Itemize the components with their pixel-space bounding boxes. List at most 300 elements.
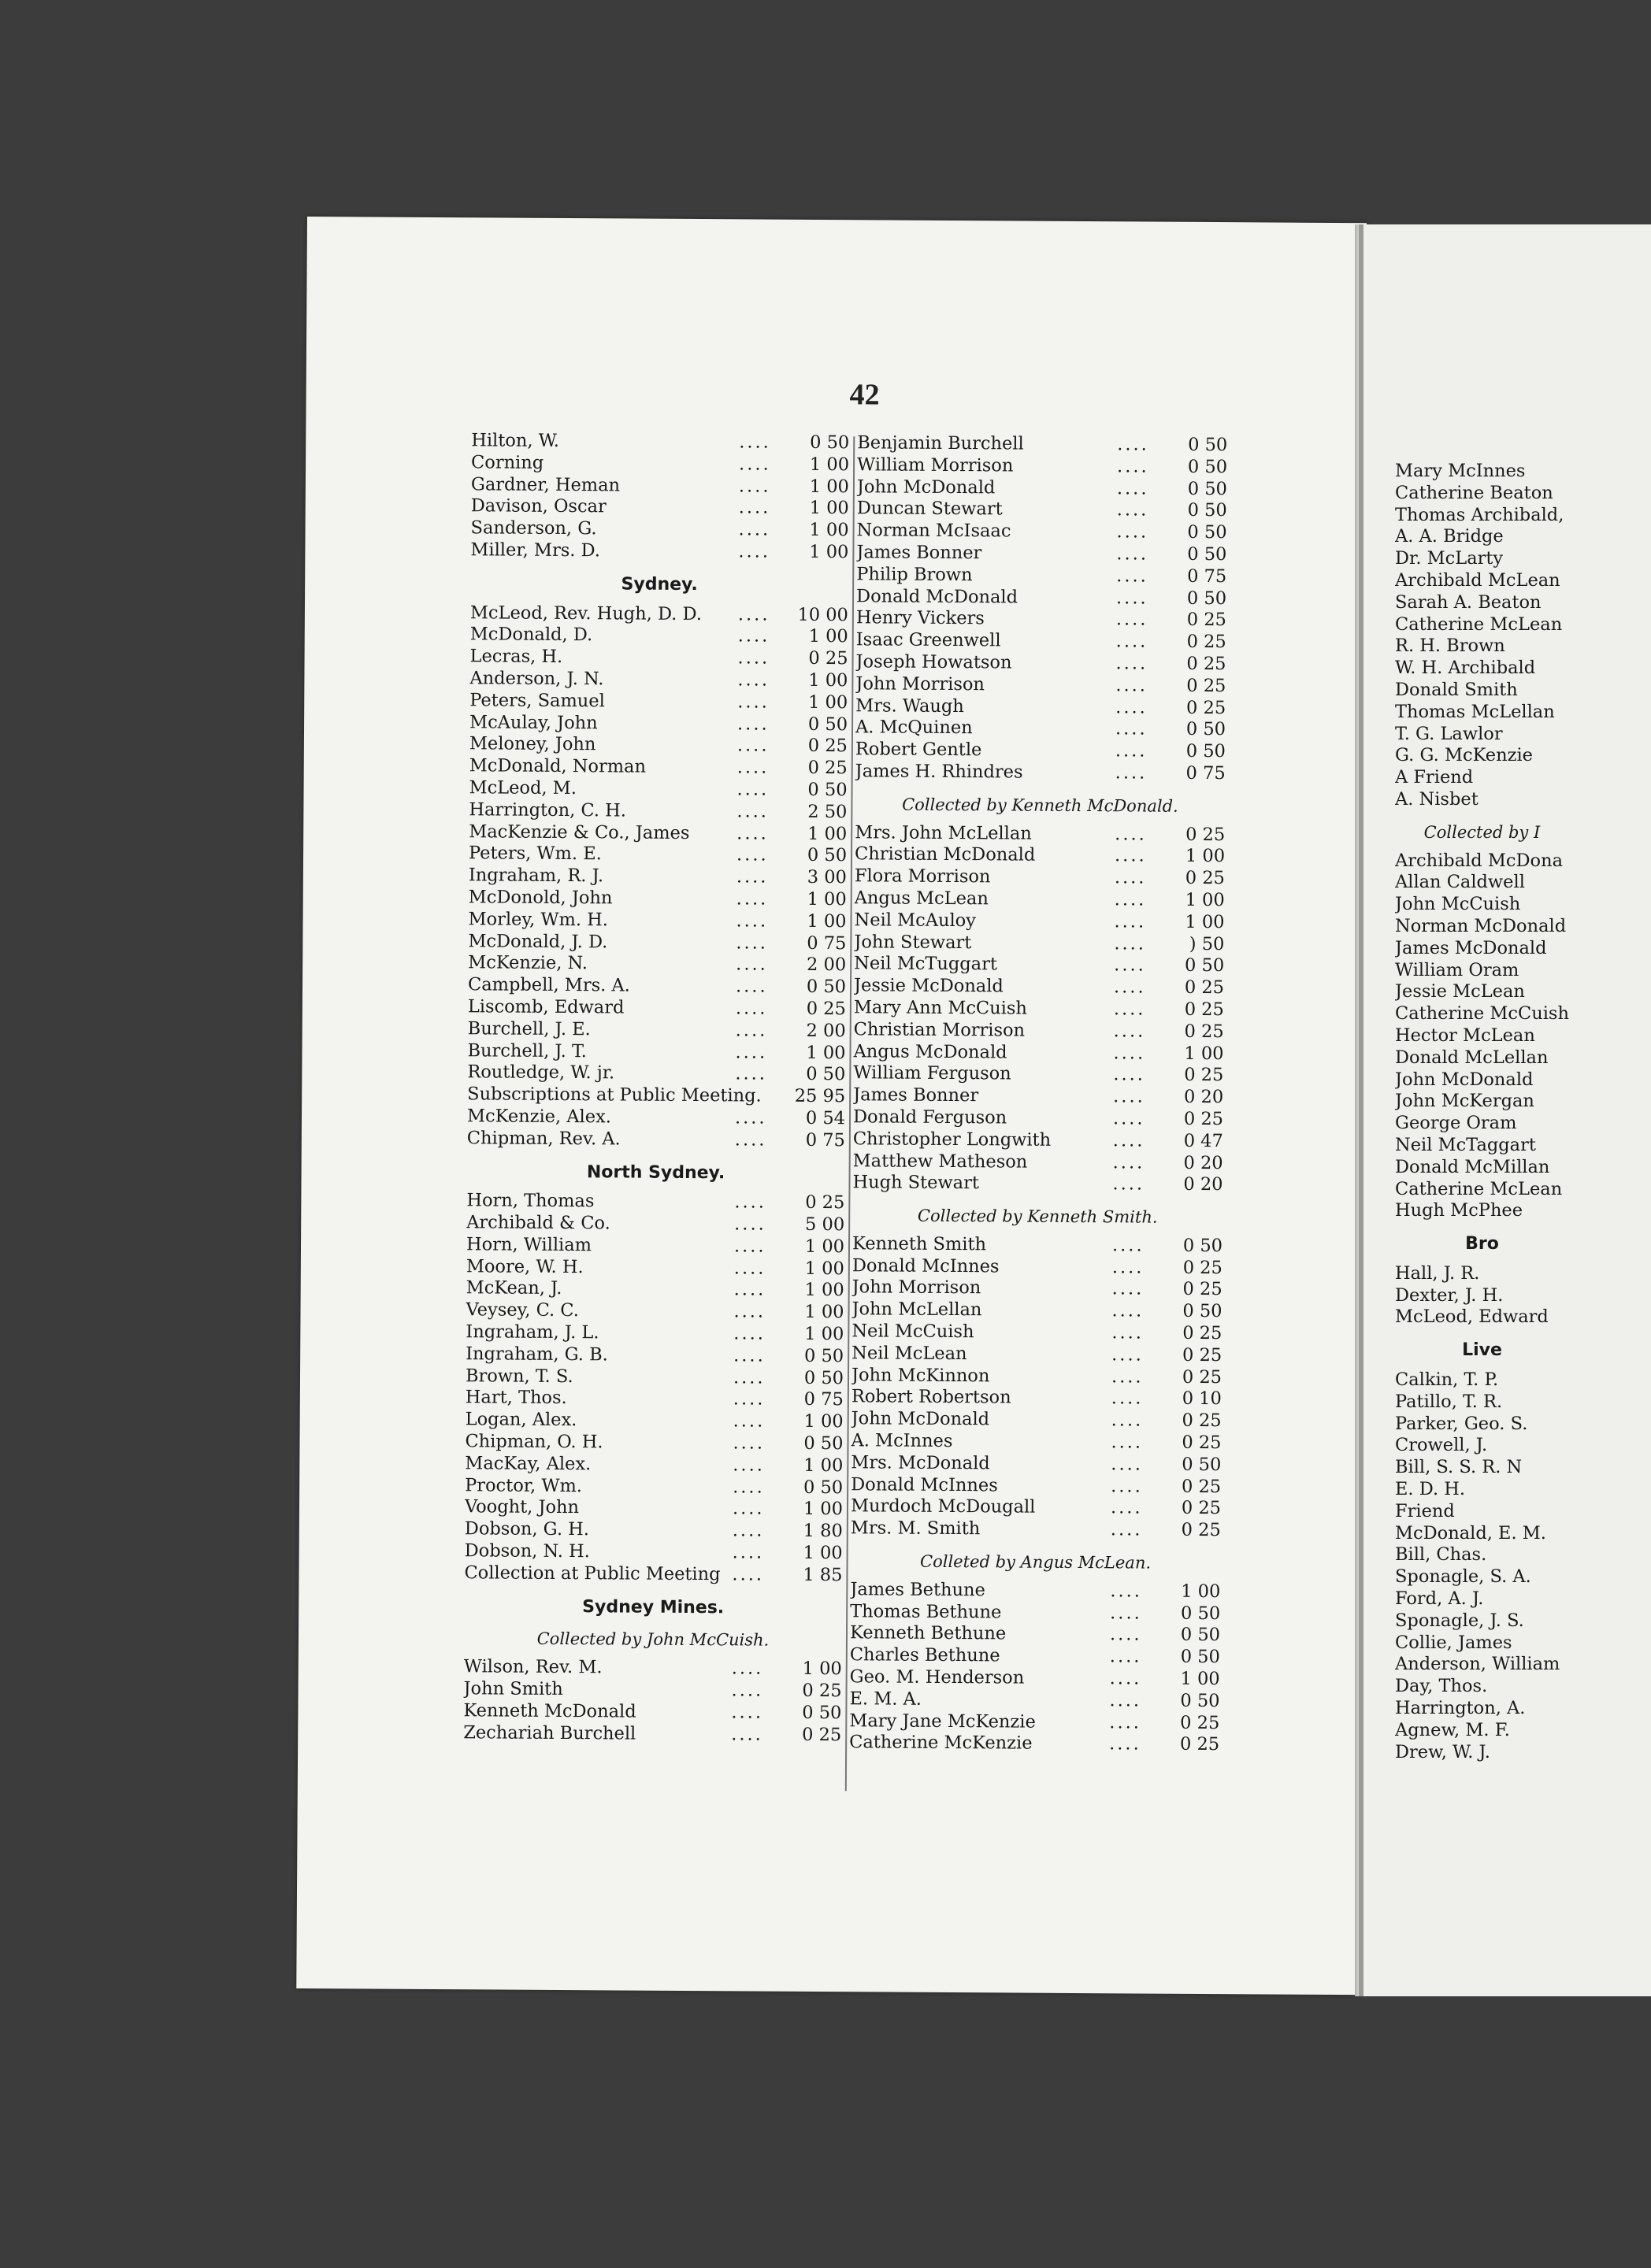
leader-dots: .... [734,1129,767,1151]
subscriber-row [857,454,1227,479]
subscriber-name: Robert Gentle [855,739,982,761]
subscription-amount: 1 00 [809,498,849,519]
leader-dots: .... [1115,762,1148,784]
leader-dots: .... [1114,932,1147,954]
subscription-amount: 0 25 [1186,675,1226,696]
leader-dots: .... [736,954,768,975]
subscriber-name: Lecras, H. [469,646,563,668]
subscriber-name: James McDonald [1395,937,1547,958]
leader-dots: .... [1110,1581,1143,1602]
subscription-amount: 1 00 [1180,1668,1220,1690]
subscription-amount: 0 50 [803,1432,844,1455]
subscriber-name: Sanderson, G. [470,517,597,539]
subscriber-name: James Bethune [850,1579,985,1601]
subscription-amount: 1 00 [804,1280,844,1301]
leader-dots: .... [733,1410,766,1432]
subscription-amount: 1 00 [808,691,848,713]
subscription-amount: 0 50 [1187,522,1227,543]
subscription-amount: 1 00 [803,1455,844,1477]
subscriber-name: John McDonald [856,476,996,498]
leader-dots: .... [1115,609,1148,630]
subscriber-row [1395,1720,1569,1742]
subscription-amount: 0 10 [1182,1388,1222,1410]
subscriber-name: John Morrison [851,1277,981,1299]
subscriber-row [1395,1523,1569,1545]
leader-dots: .... [1111,1256,1145,1278]
subscriber-name: Hart, Thos. [465,1387,567,1409]
subscriber-row [466,1191,844,1215]
subscription-amount: 0 75 [807,932,847,954]
subscriber-name: McDonald, D. [469,624,593,646]
subscriber-row [468,953,846,977]
subscription-amount: 5 00 [805,1214,845,1236]
subscriber-name: Mrs. M. Smith [850,1518,981,1540]
subscriber-row [469,821,847,846]
subscriber-name: Jessie McLean [1395,981,1525,1002]
leader-dots: .... [733,1301,766,1322]
subscriber-row [468,996,846,1021]
subscription-amount: 0 25 [1186,697,1226,718]
leader-dots: .... [1116,543,1149,565]
subscriber-row [467,1062,845,1087]
subscriber-name: Chipman, O. H. [465,1431,603,1453]
subscriber-row [1395,1479,1569,1501]
leader-dots: .... [1116,521,1149,543]
subscriber-name: Ford, A. J. [1395,1588,1484,1610]
subscriber-row [469,690,848,714]
subscriber-row [854,1019,1224,1043]
subscriber-name: William Oram [1395,959,1519,980]
subscription-amount: 0 20 [1183,1174,1223,1195]
subscriber-name: McKenzie, Alex. [466,1106,612,1128]
subscriber-row [856,542,1226,566]
subscriber-name: William Morrison [857,454,1014,476]
subscriber-row [1395,1698,1569,1720]
collector-heading: Collected by John McCuish. [536,1629,770,1651]
leader-dots: .... [734,1191,767,1213]
subscription-amount: 0 50 [1182,1454,1222,1475]
subscriber-name: Donald McInnes [851,1473,998,1496]
subscriber-row [1395,850,1569,873]
subscription-amount: 0 50 [1187,543,1227,565]
subscriber-name: Neil McLean [851,1343,967,1365]
subscriber-row [465,1497,843,1521]
collector-heading: Collected by Kenneth McDonald. [902,795,1178,816]
subscriber-row [1395,1676,1569,1698]
section-heading: North Sydney. [586,1162,725,1183]
subscriber-row [1395,636,1569,658]
subscriber-name: A. A. Bridge [1395,526,1504,547]
leader-dots: .... [1111,1300,1145,1321]
leader-dots: .... [1115,587,1148,609]
subscriber-row [1395,570,1569,592]
subscriber-row [1395,1047,1569,1069]
subscription-amount: 1 00 [1185,889,1225,911]
leader-dots: .... [733,1258,766,1279]
subscriber-row [463,1722,841,1747]
subscriber-row [850,1644,1220,1669]
subscription-amount: 0 50 [1187,500,1227,521]
subscriber-row [466,1366,844,1390]
leader-dots: .... [735,1041,768,1063]
subscriber-name: Bill, Chas. [1395,1544,1487,1566]
subscriber-row [1395,1435,1569,1457]
leader-dots: .... [736,822,769,844]
subscriber-row [850,1579,1220,1603]
subscriber-row [1395,1263,1569,1285]
subscriber-name: Proctor, Wm. [465,1474,583,1496]
subscription-amount: 0 25 [1184,976,1225,999]
subscription-amount: 1 00 [807,823,848,844]
leader-dots: .... [735,998,768,1019]
subscriber-row [468,974,846,999]
subscriber-row [851,1387,1222,1411]
leader-dots: .... [1109,1711,1142,1733]
subscriber-name: Archibald McDona [1395,850,1563,871]
subscriber-name: Vooght, John [464,1496,580,1518]
subscriber-row [463,1678,841,1703]
subscriber-name: McKenzie, N. [468,952,588,974]
subscriber-row [856,586,1226,610]
subscriber-row [851,1474,1221,1499]
subscriber-row [1395,872,1569,894]
subscription-amount: 0 25 [807,758,848,779]
leader-dots: .... [731,1680,764,1701]
leader-dots: .... [735,976,768,997]
subscriber-name: George Oram [1395,1113,1517,1134]
subscriber-row [466,1343,844,1368]
subscriber-name: Mrs. Waugh [855,695,964,717]
subscriber-name: Joseph Howatson [855,651,1012,673]
subscriber-row [853,1106,1223,1131]
subscriber-name: Bill, S. S. R. N [1395,1457,1523,1478]
leader-dots: .... [731,1658,764,1679]
subscription-amount: 3 00 [807,867,847,888]
subscriber-name: W. H. Archibald [1395,658,1536,679]
subscriber-row [1395,1457,1569,1479]
subscriber-name: Neil McTuggart [854,953,997,975]
subscription-amount: 0 25 [1181,1498,1222,1519]
leader-dots: .... [737,625,770,647]
leader-dots: .... [737,603,770,625]
subscriber-row [1395,745,1569,767]
leader-dots: .... [1114,845,1147,866]
subscriber-name: Ingraham, J. L. [466,1321,599,1343]
subscriber-name: Catherine McLean [1395,613,1563,635]
leader-dots: .... [1111,1366,1144,1388]
subscriber-name: Kenneth McDonald [463,1700,636,1722]
subscriber-name: Allan Caldwell [1395,872,1525,893]
subscriber-name: Thomas Archibald, [1395,504,1564,525]
subscriber-name: Campbell, Mrs. A. [467,974,630,996]
subscriber-row [470,646,848,670]
leader-dots: .... [737,669,770,691]
subscriber-row [469,777,847,802]
subscription-amount: 0 25 [806,998,846,1020]
leader-dots: .... [733,1345,766,1366]
collector-heading: Colleted by Angus McLean. [919,1551,1152,1573]
subscription-amount: 1 00 [803,1499,844,1520]
subscriber-name: James Bonner [856,542,982,564]
subscriber-row [1395,1003,1569,1025]
subscriber-row [855,695,1226,720]
subscriber-row [855,673,1226,698]
subscriber-row [1395,1501,1569,1523]
subscription-amount: 0 50 [1187,478,1227,499]
subscriber-name: Patillo, T. R. [1395,1391,1503,1412]
subscriber-name: James Bonner [853,1084,979,1106]
subscriber-row [855,865,1225,890]
subscriber-row [1395,1742,1569,1764]
subscriber-row [1395,526,1569,548]
subscriber-row [1395,1588,1569,1610]
leader-dots: .... [739,432,771,453]
subscriber-name: Routledge, W. jr. [467,1062,615,1084]
subscriber-name: Philip Brown [856,564,973,585]
leader-dots: .... [1115,631,1148,652]
leader-dots: .... [736,735,770,756]
collector-heading: Collected by I [1423,822,1541,842]
leader-dots: .... [1115,675,1148,696]
subscriber-name: Veysey, C. C. [466,1299,579,1321]
subscriber-row [854,910,1224,934]
subscriber-name: Dr. McLarty [1395,548,1504,569]
leader-dots: .... [733,1367,766,1388]
subscriber-row [466,1388,844,1412]
leader-dots: .... [735,1020,768,1041]
subscriber-name: Sponagle, J. S. [1395,1610,1524,1631]
subscriber-name: Burchell, J. T. [467,1040,587,1062]
leader-dots: .... [1112,1129,1145,1151]
subscription-amount: 1 00 [809,476,849,497]
subscriber-name: Sarah A. Beaton [1395,591,1542,613]
subscription-amount: 25 95 [794,1085,846,1107]
subscriber-name: John McDonald [1395,1069,1534,1090]
subscription-amount: 0 25 [802,1680,842,1702]
subscriber-name: Catherine McKenzie [849,1732,1033,1755]
subscription-amount: 1 00 [804,1258,844,1279]
subscriber-row [856,629,1226,654]
subscriber-name: Hall, J. R. [1395,1262,1480,1284]
subscriber-row [855,651,1226,676]
subscriber-row [468,909,846,933]
subscriber-name: Mary Jane McKenzie [849,1710,1036,1732]
subscriber-name: Drew, W. J. [1395,1741,1490,1762]
leader-dots: .... [1110,1602,1142,1624]
leader-dots: .... [736,801,770,822]
leader-dots: .... [1117,434,1149,455]
subscriber-name: Catherine Beaton [1395,482,1553,503]
subscriber-row [857,476,1227,501]
subscription-amount: 0 50 [1187,456,1228,477]
subscriber-row [1395,1306,1569,1329]
subscriber-row [471,474,849,498]
subscription-amount: 0 25 [1182,1322,1222,1344]
subscriber-row [466,1256,844,1280]
subscriber-row [1395,1157,1569,1179]
subscriber-name: Collection at Public Meeting [464,1562,721,1585]
subscription-amount: 0 75 [803,1389,844,1410]
subscription-amount: 1 00 [806,1042,846,1063]
leader-dots: .... [736,757,770,778]
subscriber-name: McLeod, M. [469,777,577,799]
subscriber-row [851,1496,1221,1521]
subscriber-row [1395,505,1569,527]
subscriber-row [853,1128,1223,1153]
subscription-amount: 0 25 [1186,653,1226,675]
subscriber-row [857,432,1227,457]
leader-dots: .... [738,475,771,497]
subscriber-name: Collie, James [1395,1632,1512,1653]
subscriber-row [467,1106,845,1130]
subscriber-name: Mrs. McDonald [851,1452,990,1474]
subscriber-name: Horn, Thomas [466,1190,595,1212]
subscriber-row [1395,1069,1569,1091]
subscriber-name: Harrington, C. H. [469,799,626,821]
subscriber-row [851,1452,1221,1477]
leader-dots: .... [1113,999,1146,1020]
leader-dots: .... [1116,499,1149,521]
subscriber-row [466,1321,844,1346]
subscription-amount: 0 50 [1182,1235,1223,1257]
subscription-amount: 0 50 [807,845,848,866]
subscriber-row [1395,548,1569,570]
leader-dots: .... [1115,823,1147,845]
leader-dots: .... [1115,696,1148,718]
subscriber-row [466,1212,844,1236]
subscriber-name: Mary McInnes [1395,461,1526,481]
subscriber-name: Donald McLellan [1395,1047,1549,1068]
subscriber-name: McDonold, John [468,887,613,909]
subscriber-name: Liscomb, Edward [467,996,625,1018]
subscriber-name: Harrington, A. [1395,1698,1526,1719]
leader-dots: .... [1112,1173,1145,1195]
subscriber-name: Angus McDonald [853,1040,1007,1062]
subscription-amount: 1 00 [1184,1043,1224,1064]
subscriber-name: Miller, Mrs. D. [470,539,601,561]
subscriber-name: Christian Morrison [853,1018,1026,1041]
leader-dots: .... [1111,1235,1145,1256]
subscriber-row [855,739,1226,763]
leader-dots: .... [1113,1042,1146,1064]
subscriber-name: Mary Ann McCuish [853,997,1028,1019]
subscriber-name: John Smith [463,1678,563,1700]
leader-dots: .... [732,1520,765,1541]
subscriber-name: A. McInnes [851,1430,953,1452]
subscriber-row [1395,1200,1569,1222]
subscriber-row [1395,1566,1569,1588]
subscriber-row [854,997,1224,1021]
leader-dots: .... [1109,1646,1142,1667]
subscriber-row [463,1700,841,1725]
subscriber-row [1395,1113,1569,1135]
right-page [1359,224,1651,1996]
subscriber-row [1395,1544,1569,1566]
subscriber-row [464,1656,842,1681]
subscriber-row [1395,894,1569,916]
subscription-amount: 1 00 [1181,1581,1221,1602]
subscriber-name: E. M. A. [849,1688,922,1710]
subscription-amount: 2 00 [806,1020,846,1041]
subscriber-row [853,1151,1223,1175]
subscriber-name: A. McQuinen [855,717,973,739]
leader-dots: .... [1117,456,1149,477]
subscription-amount: 1 00 [807,888,847,910]
leader-dots: .... [732,1564,765,1585]
subscription-amount: 1 00 [1185,911,1225,932]
subscriber-name: Angus McLean [854,888,989,910]
subscriber-name: Friend [1395,1500,1455,1521]
subscription-amount: 2 00 [807,954,847,976]
subscriber-name: John McKinnon [851,1364,990,1386]
leader-dots: .... [1111,1454,1144,1475]
subscriber-name: Catherine McLean [1395,1178,1563,1199]
subscriber-name: Donald McMillan [1395,1156,1550,1177]
leader-dots: .... [1109,1624,1142,1645]
subscriber-name: Christian McDonald [854,843,1036,866]
subscription-amount: 0 50 [803,1477,844,1498]
subscription-amount: 0 25 [807,736,848,757]
leader-dots: .... [1115,718,1148,739]
subscriber-name: Thomas McLellan [1395,701,1555,722]
subscriber-name: Dobson, G. H. [464,1518,590,1540]
subscriber-name: Anderson, J. N. [469,668,604,690]
subscription-amount: 0 25 [1181,1476,1222,1497]
subscriber-name: Donald Ferguson [852,1106,1007,1128]
subscriber-name: Dobson, N. H. [464,1540,590,1562]
subscriber-row [1395,1610,1569,1632]
subscriber-row [849,1732,1219,1757]
subscriber-name: Archibald McLean [1395,569,1560,591]
subscriber-name: Neil McAuloy [854,909,977,931]
leader-dots: .... [1111,1344,1144,1366]
subscriber-row [856,608,1226,632]
subscriber-name: A Friend [1395,767,1474,788]
subscriber-name: Donald McDonald [855,585,1018,608]
subscriber-row [465,1453,843,1477]
subscriber-name: Meloney, John [469,733,596,755]
leader-dots: .... [731,1702,764,1723]
subscriber-row [1395,1369,1569,1392]
subscription-amount: 0 50 [1188,434,1228,456]
subscriber-row [1395,483,1569,505]
subscription-column-right [1395,461,1569,1763]
subscription-amount: 0 25 [1182,1344,1222,1366]
subscription-amount: 0 50 [802,1702,842,1724]
subscriber-row [465,1540,843,1565]
subscriber-name: John McCuish [1395,894,1521,915]
subscription-amount: 0 75 [1185,762,1226,784]
subscriber-row [855,822,1225,847]
subscriber-name: Jessie McDonald [853,975,1004,997]
subscriber-name: Parker, Geo. S. [1395,1413,1528,1434]
subscription-amount: 0 50 [810,432,850,454]
subscriber-row [467,1128,845,1152]
subscriber-name: Peters, Wm. E. [468,843,602,865]
subscriber-row [1395,614,1569,636]
subscriber-row [469,843,847,868]
subscriber-name: Gardner, Heman [470,473,621,496]
subscriber-row [1395,1025,1569,1047]
leader-dots: .... [732,1542,765,1563]
subscriber-row [851,1518,1221,1542]
subscriber-row [469,755,848,780]
subscriber-name: Donald McInnes [851,1254,1000,1277]
subscriber-name: Neil McTaggart [1395,1134,1536,1155]
subscription-amount: 1 00 [803,1411,844,1432]
subscription-amount: 0 20 [1183,1152,1223,1173]
subscriber-row [855,844,1225,869]
